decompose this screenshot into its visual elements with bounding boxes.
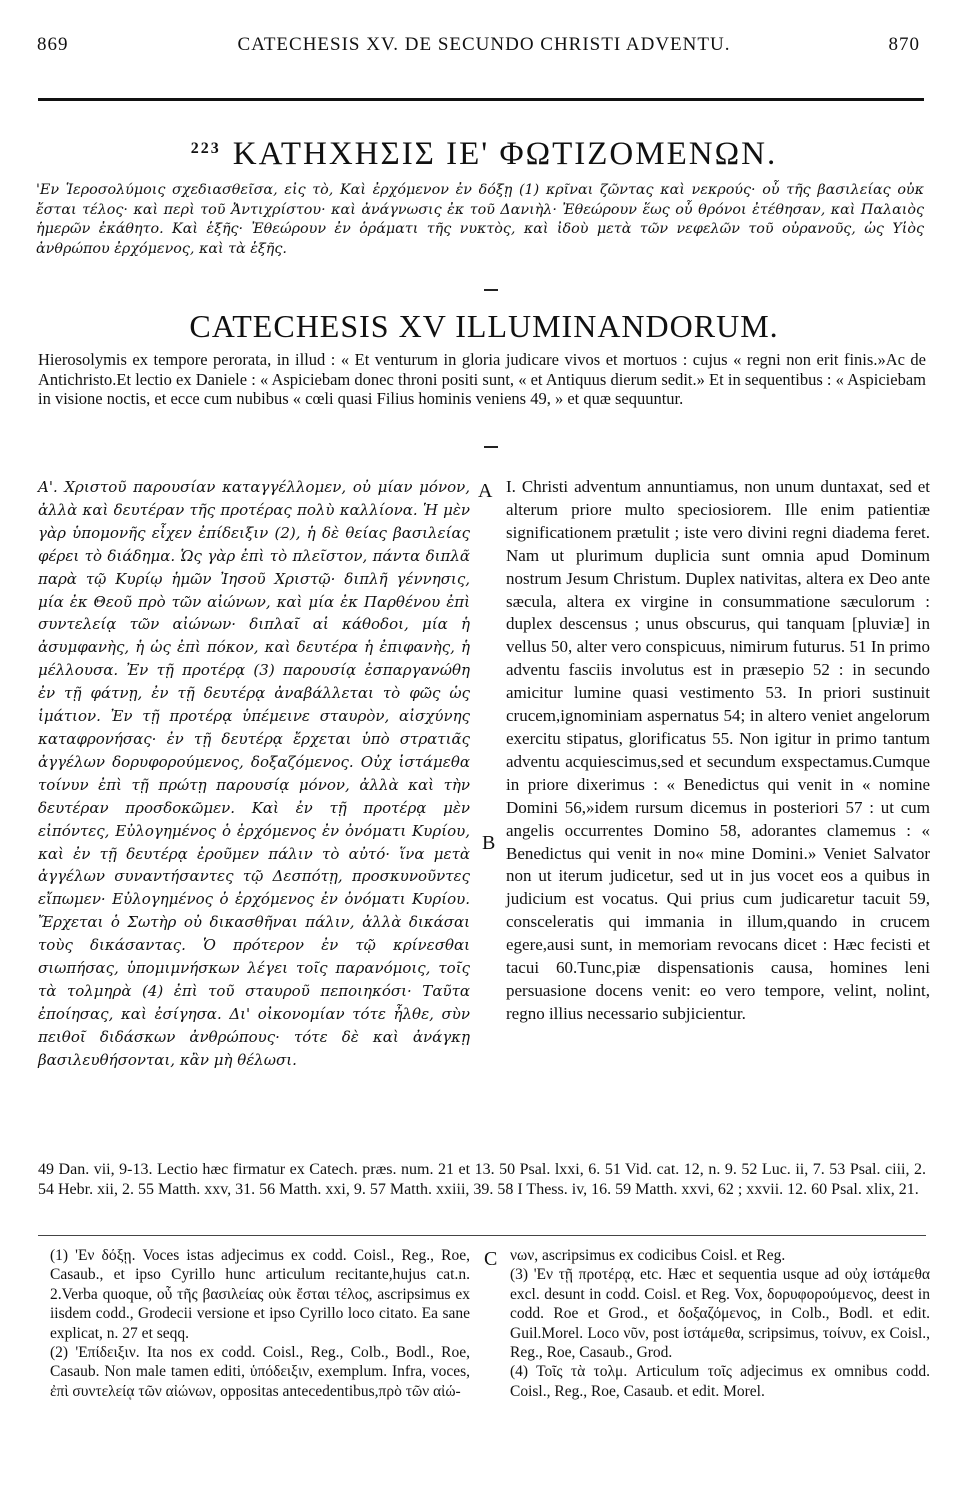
margin-marker-a: A xyxy=(478,480,493,502)
latin-body-column: I. Christi adventum annuntiamus, non unum duntaxat, sed et alterum priore multo speciosiorem. Ille enim patientiæ significationem prætulit ; iste vero divini regni diadema feret. Nam ut plurimum duplicia sunt omnia apud Dominum nostrum Jesum Christum. Duplex nativitas, altera ex Deo ante sæcula, altera ex virgine in consummatione sæculorum : duplex descensus ; unus obscurus, qui tanquam [pluviæ] in vellus 50, alter vero conspicuus, nimirum futurus. 51 In primo adventu fasciis involutus est in præsepio 52 : in secundo amicitur lumine quasi vestimento 53. In priori sustinuit crucem,ignominiam aspernatus 54; in altero veniet angelorum exercitu stipatus, glorificatus 55. Non igitur in primo tantum adventu acquiescimus,sed et secundum exspectamus.Cumque in priore dixerimus : « Benedictus qui venit in « nomine Domini 56,»idem rursum dicemus in posteriori 57 : ut cum angelis occurrentes Domino 58, adorantes clamemus : « Benedictus qui venit in no« mine Domini.» Veniet Salvator non ut iterum judicetur, sed ut in jus vocet eos a quibus in judicium est vocatus. Qui prius cum judicaretur tacuit 59, consceleratis qui immania in illum,quando in crucem egere,ausi sunt, in memoriam revocans dicet : Hæc fecisti et tacui 60.Tunc,piæ dispensationis causa, homines leni persuasione docens venit: eo vero tempore, velint, nolint, regno illius necessario subjicientur. xyxy=(506,477,930,1023)
editorial-notes-left xyxy=(50,1246,470,1401)
latin-intro-text: Hierosolymis ex tempore perorata, in illud : « Et venturum in gloria judicare vivos et mortuos : cujus « regni non erit finis.»Ac de Antichristo.Et lectio ex Daniele : « Aspiciebam donec throni positi sunt, « et Antiquus dierum sedit.» Et in sequentibus : « Aspiciebam in visione noctis, et ecce cum nubibus « cœli quasi Filius hominis veniens 49, » et quæ sequuntur. xyxy=(38,350,926,408)
footnote-rule xyxy=(38,1235,926,1236)
margin-marker-b: B xyxy=(482,832,496,854)
note-2-continued: νων, ascripsimus ex codicibus Coisl. et Reg. xyxy=(510,1247,786,1264)
page-number-left: 869 xyxy=(37,34,69,55)
scripture-footnotes: 49 Dan. vii, 9-13. Lectio hæc firmatur ex Catech. præs. num. 21 et 13. 50 Psal. lxxi, 6. 51 Vid. cat. 12, n. 9. 52 Luc. ii, 7. 53 Psal. ciii, 2. 54 Hebr. xii, 2. 55 Matth. xxv, 31. 56 Matth. xxi, 9. 57 Matth. xxiii, 39. 58 I Thess. iv, 16. 59 Matth. xxvi, 62 ; xxvii. 12. 60 Psal. xlix, 21. xyxy=(38,1161,926,1198)
greek-intro: 'Εν Ἱεροσολύμοις σχεδιασθεῖσα, εἰς τὸ, Καὶ ἐρχόμενον ἐν δόξῃ (1) κρῖναι ζῶντας καὶ νεκρούς· οὗ τῆς βασιλείας οὐκ ἔσται τέλος· καὶ περὶ τοῦ Ἀντιχρίστου· καὶ ἀνάγνωσις ἐκ τοῦ Δανιὴλ· Ἐθεώρουν ἕως οὗ θρόνοι ἐτέθησαν, καὶ Παλαιὸς ἡμερῶν ἐκάθητο. Καὶ ἑξῆς· Ἐθεώρουν ἐν ὁράματι τῆς νυκτὸς, καὶ ἰδοὺ μετὰ τῶν νεφελῶν τοῦ οὐρανοῦς, ὡς Υἱὸς ἀνθρώπου ἐρχόμενος, καὶ τὰ ἑξῆς. xyxy=(36,182,924,257)
latin-title: CATECHESIS XV ILLUMINANDORUM. xyxy=(189,308,779,344)
running-header xyxy=(0,20,968,60)
running-title: CATECHESIS XV. DE SECUNDO CHRISTI ADVENTU. xyxy=(237,34,731,55)
latin-intro xyxy=(38,350,926,409)
section-dash-2 xyxy=(484,446,498,448)
note-4: (4) Τοῖς τὰ τολμ. Articulum τοῖς adjecimus ex omnibus codd. Coisl., Reg., Roe, Casaub. et edit. Morel. xyxy=(510,1363,930,1400)
editorial-notes-right xyxy=(510,1246,930,1401)
header-rule xyxy=(38,98,924,101)
page-number-right: 870 xyxy=(888,34,920,55)
greek-title xyxy=(0,136,968,173)
margin-marker-c: C xyxy=(484,1248,498,1270)
greek-title-number: 223 xyxy=(190,140,221,157)
note-3: (3) 'Εν τῇ προτέρᾳ, etc. Hæc et sequentia usque ad οὐχ ἱστάμεθα excl. desunt in codd. Coisl. et Reg. Vox, δορυφορούμενος, deest in codd. Roe et Grod., et δοξαζόμενος, in Colb., Bodl. et edit. Guil.Morel. Loco νῦν, post ἱστάμεθα, scripsimus, τοίνυν, ex Coisl., Reg., Roe, Casaub., Grod. xyxy=(510,1266,930,1362)
note-2: (2) 'Επίδειξιν. Ita nos ex codd. Coisl., Reg., Colb., Bodl., Roe, Casaub. Non male tamen editi, ὑπόδειξιν, exemplum. Infra, voces, ἐπὶ συντελείᾳ τῶν αἰώνων, oppositas antecedentibus,πρὸ τῶν αἰώ- xyxy=(50,1344,470,1400)
section-dash xyxy=(484,289,498,291)
greek-body-column: Α'. Χριστοῦ παρουσίαν καταγγέλλομεν, οὐ μίαν μόνον, ἀλλὰ καὶ δευτέραν τῆς προτέρας πολὺ καλλίονα. Ἡ μὲν γὰρ ὑπομονῆς εἶχεν ἐπίδειξιν (2), ἡ δὲ θείας βασιλείας φέρει τὸ διάδημα. Ὡς γὰρ ἐπὶ τὸ πλεῖστον, πάντα διπλᾶ παρὰ τῷ Κυρίῳ ἡμῶν Ἰησοῦ Χριστῷ· διπλῆ γέννησις, μία ἐκ Θεοῦ πρὸ τῶν αἰώνων, καὶ μία ἐκ Παρθένου ἐπὶ συντελείᾳ τῶν αἰώνων· διπλαῖ αἱ κάθοδοι, μία ἡ ἀσυμφανὴς, ἡ ὡς ἐπὶ πόκον, καὶ δευτέρα ἡ ἐπιφανὴς, ἡ μέλλουσα. Ἐν τῇ προτέρᾳ (3) παρουσίᾳ ἐσπαργανώθη ἐν τῇ φάτνῃ, ἐν τῇ δευτέρᾳ ἀναβάλλεται τὸ φῶς ὡς ἱμάτιον. Ἐν τῇ προτέρᾳ ὑπέμεινε σταυρὸν, αἰσχύνης καταφρονήσας· ἐν τῇ δευτέρᾳ ἔρχεται ὑπὸ στρατιᾶς ἀγγέλων δορυφορούμενος, δοξαζόμενος. Οὐχ ἱστάμεθα τοίνυν ἐπὶ τῇ πρώτῃ παρουσίᾳ μόνον, ἀλλὰ καὶ τὴν δευτέραν προσδοκῶμεν. Καὶ ἐν τῇ προτέρᾳ μὲν εἰπόντες, Εὐλογημένος ὁ ἐρχόμενος ἐν ὀνόματι Κυρίου, καὶ ἐν τῇ δευτέρᾳ ἐροῦμεν πάλιν τὸ αὐτό· ἵνα μετὰ ἀγγέλων συναντήσαντες τῷ Δεσπότῃ, προσκυνοῦντες εἴπωμεν· Εὐλογημένος ὁ ἐρχόμενος ἐν ὀνόματι Κυρίου. Ἔρχεται ὁ Σωτὴρ οὐ δικασθῆναι πάλιν, ἀλλὰ δικάσαι τοὺς δικάσαντας. Ὁ πρότερον ἐν τῷ κρίνεσθαι σιωπήσας, ὑπομιμνήσκων λέγει τοῖς παρανόμοις, τοῖς τὰ τολμηρὰ (4) ἐπὶ τοῦ σταυροῦ πεποιηκόσι· Ταῦτα ἐποίησας, καὶ ἐσίγησα. Δι' οἰκονομίαν τότε ἦλθε, σὺν πειθοῖ διδάσκων ἀνθρώπους· τότε δὲ καὶ ἀνάγκῃ βασιλευθήσονται, κἂν μὴ θέλωσι. xyxy=(38,478,470,1069)
note-1: (1) 'Εν δόξῃ. Voces istas adjecimus ex codd. Coisl., Reg., Roe, Casaub., et ipso Cyrillo hunc articulum recitante,hujus cat.n. 2.Verba quoque, οὗ τῆς βασιλείας οὐκ ἔσται τέλος, ascripsimus ex iisdem codd., Grodecii versione et ipso Cyrillo loco citato. Ea sane explicat, n. 27 et seqq. xyxy=(50,1247,470,1342)
greek-title-text: ΚΑΤΗΧΗΣΙΣ ΙΕ' ΦΩΤΙΖΟΜΕΝΩΝ. xyxy=(232,136,778,172)
